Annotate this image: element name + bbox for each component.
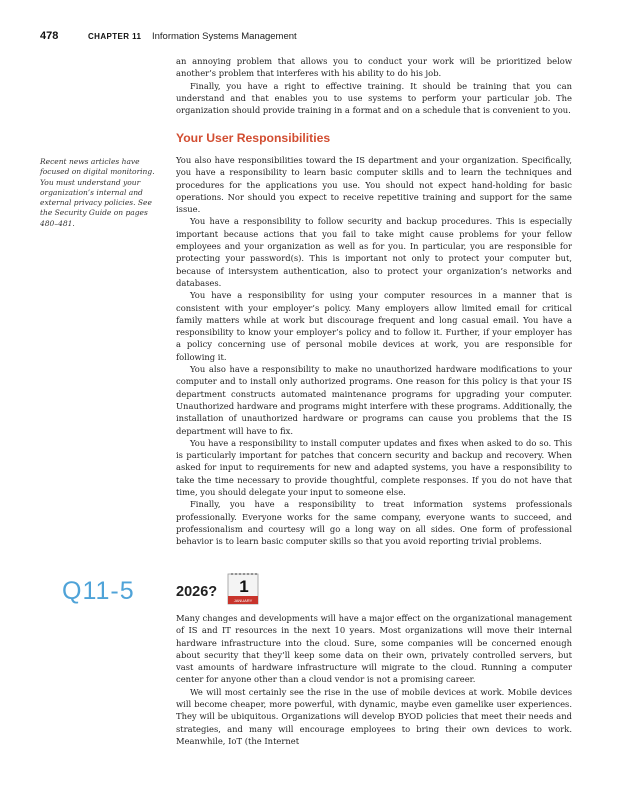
- chapter-title: Information Systems Management: [152, 31, 297, 42]
- paragraph: Many changes and developments will have a major effect on the organizational management of IS and IT resources in the next 10 years. Most organizations will move their internal hardware infrastructure into the cloud. Sure, some companies will be concerned enough about security that they’ll keep some data on their own, privately controlled servers, but vast amounts of hardware infrastructure will migrate to the cloud. Running a computer center for anyone other than a cloud vendor is not a promising career.: [176, 613, 572, 685]
- paragraph: You have a responsibility for using your computer resources in a manner that is consistent with your employer’s policy. Many employers allow limited email for critical family matters while at work but discourage frequent and long casual email. You have a responsibility to know your employer’s policy and to follow it. Further, if your employer has a policy concerning use of personal mobile devices at work, you are responsible for following it.: [176, 290, 572, 362]
- paragraph: You have a responsibility to install computer updates and fixes when asked to do so. This is particularly important for patches that concern security and backup and recovery. When asked for input to requirements for new and adapted systems, you have a responsibility to take the time necessary to provide thoughtful, complete responses. If you do not have that time, you should delegate your input to someone else.: [176, 437, 572, 498]
- paragraph: You have a responsibility to follow security and backup procedures. This is especially important because actions that you fail to take might cause problems for your fellow employees and your organization as well as for you. In particular, you are responsible for protecting your password(s). This is important not only to protect your computer but, because of intersystem authentication, also to protect your organization’s networks and databases.: [176, 216, 572, 288]
- calendar-month: JANUARY: [233, 598, 253, 603]
- running-header: [40, 30, 585, 44]
- intro-text: [176, 55, 572, 116]
- page-number: 478: [40, 30, 59, 42]
- paragraph: We will most certainly see the rise in the use of mobile devices at work. Mobile devices will become cheaper, more powerful, with dynamic, maybe even gamelike user experiences. They will be ubiquitous. Organizations will develop BYOD policies that meet their needs and strategies, and many will encourage employees to bring their own devices to work. Meanwhile, IoT (the Internet: [176, 686, 572, 746]
- question-label: Q11-5: [62, 577, 135, 605]
- chapter-label: CHAPTER 11: [88, 32, 142, 41]
- paragraph: You also have responsibilities toward the IS department and your organization. Specifically, you have a responsibility to learn basic computer skills and to learn the techniques and procedures for the applications you use. You should not expect hand-holding for basic operations. Nor should you expect to receive repetitive training and support for the same issue.: [176, 155, 572, 215]
- section-heading: Your User Responsibilities: [176, 131, 331, 145]
- paragraph: Finally, you have a responsibility to treat information systems professionals professionally. Everyone works for the same company, everyone wants to succeed, and professionalism and courtesy will go a long way on all sides. One form of professional behavior is to learn basic computer skills so that you avoid reporting trivial problems.: [176, 499, 572, 547]
- paragraph: Finally, you have a right to effective training. It should be training that you can understand and that enables you to use systems to perform your particular job. The organization should provide training in a format and on a schedule that is convenient to you.: [176, 80, 572, 116]
- margin-note: Recent news articles have focused on digital monitoring. You must understand your organization’s internal and external privacy policies. See the Security Guide on pages 480–481.: [40, 157, 155, 228]
- paragraph: an annoying problem that allows you to conduct your work will be prioritized below another’s problem that interferes with his ability to do his job.: [176, 56, 572, 79]
- calendar-icon: [225, 570, 261, 606]
- paragraph: You also have a responsibility to make no unauthorized hardware modifications to your computer and to install only authorized programs. One reason for this policy is that your IS department constructs automated maintenance programs for upgrading your computer. Unauthorized hardware and programs might interfere with these programs. Additionally, the installation of unauthorized hardware or programs can cause you problems that the IS department will have to fix.: [176, 364, 572, 436]
- question-body: [176, 612, 572, 747]
- section-body: [176, 154, 572, 548]
- question-title: 2026?: [176, 584, 218, 600]
- calendar-day: 1: [239, 577, 249, 596]
